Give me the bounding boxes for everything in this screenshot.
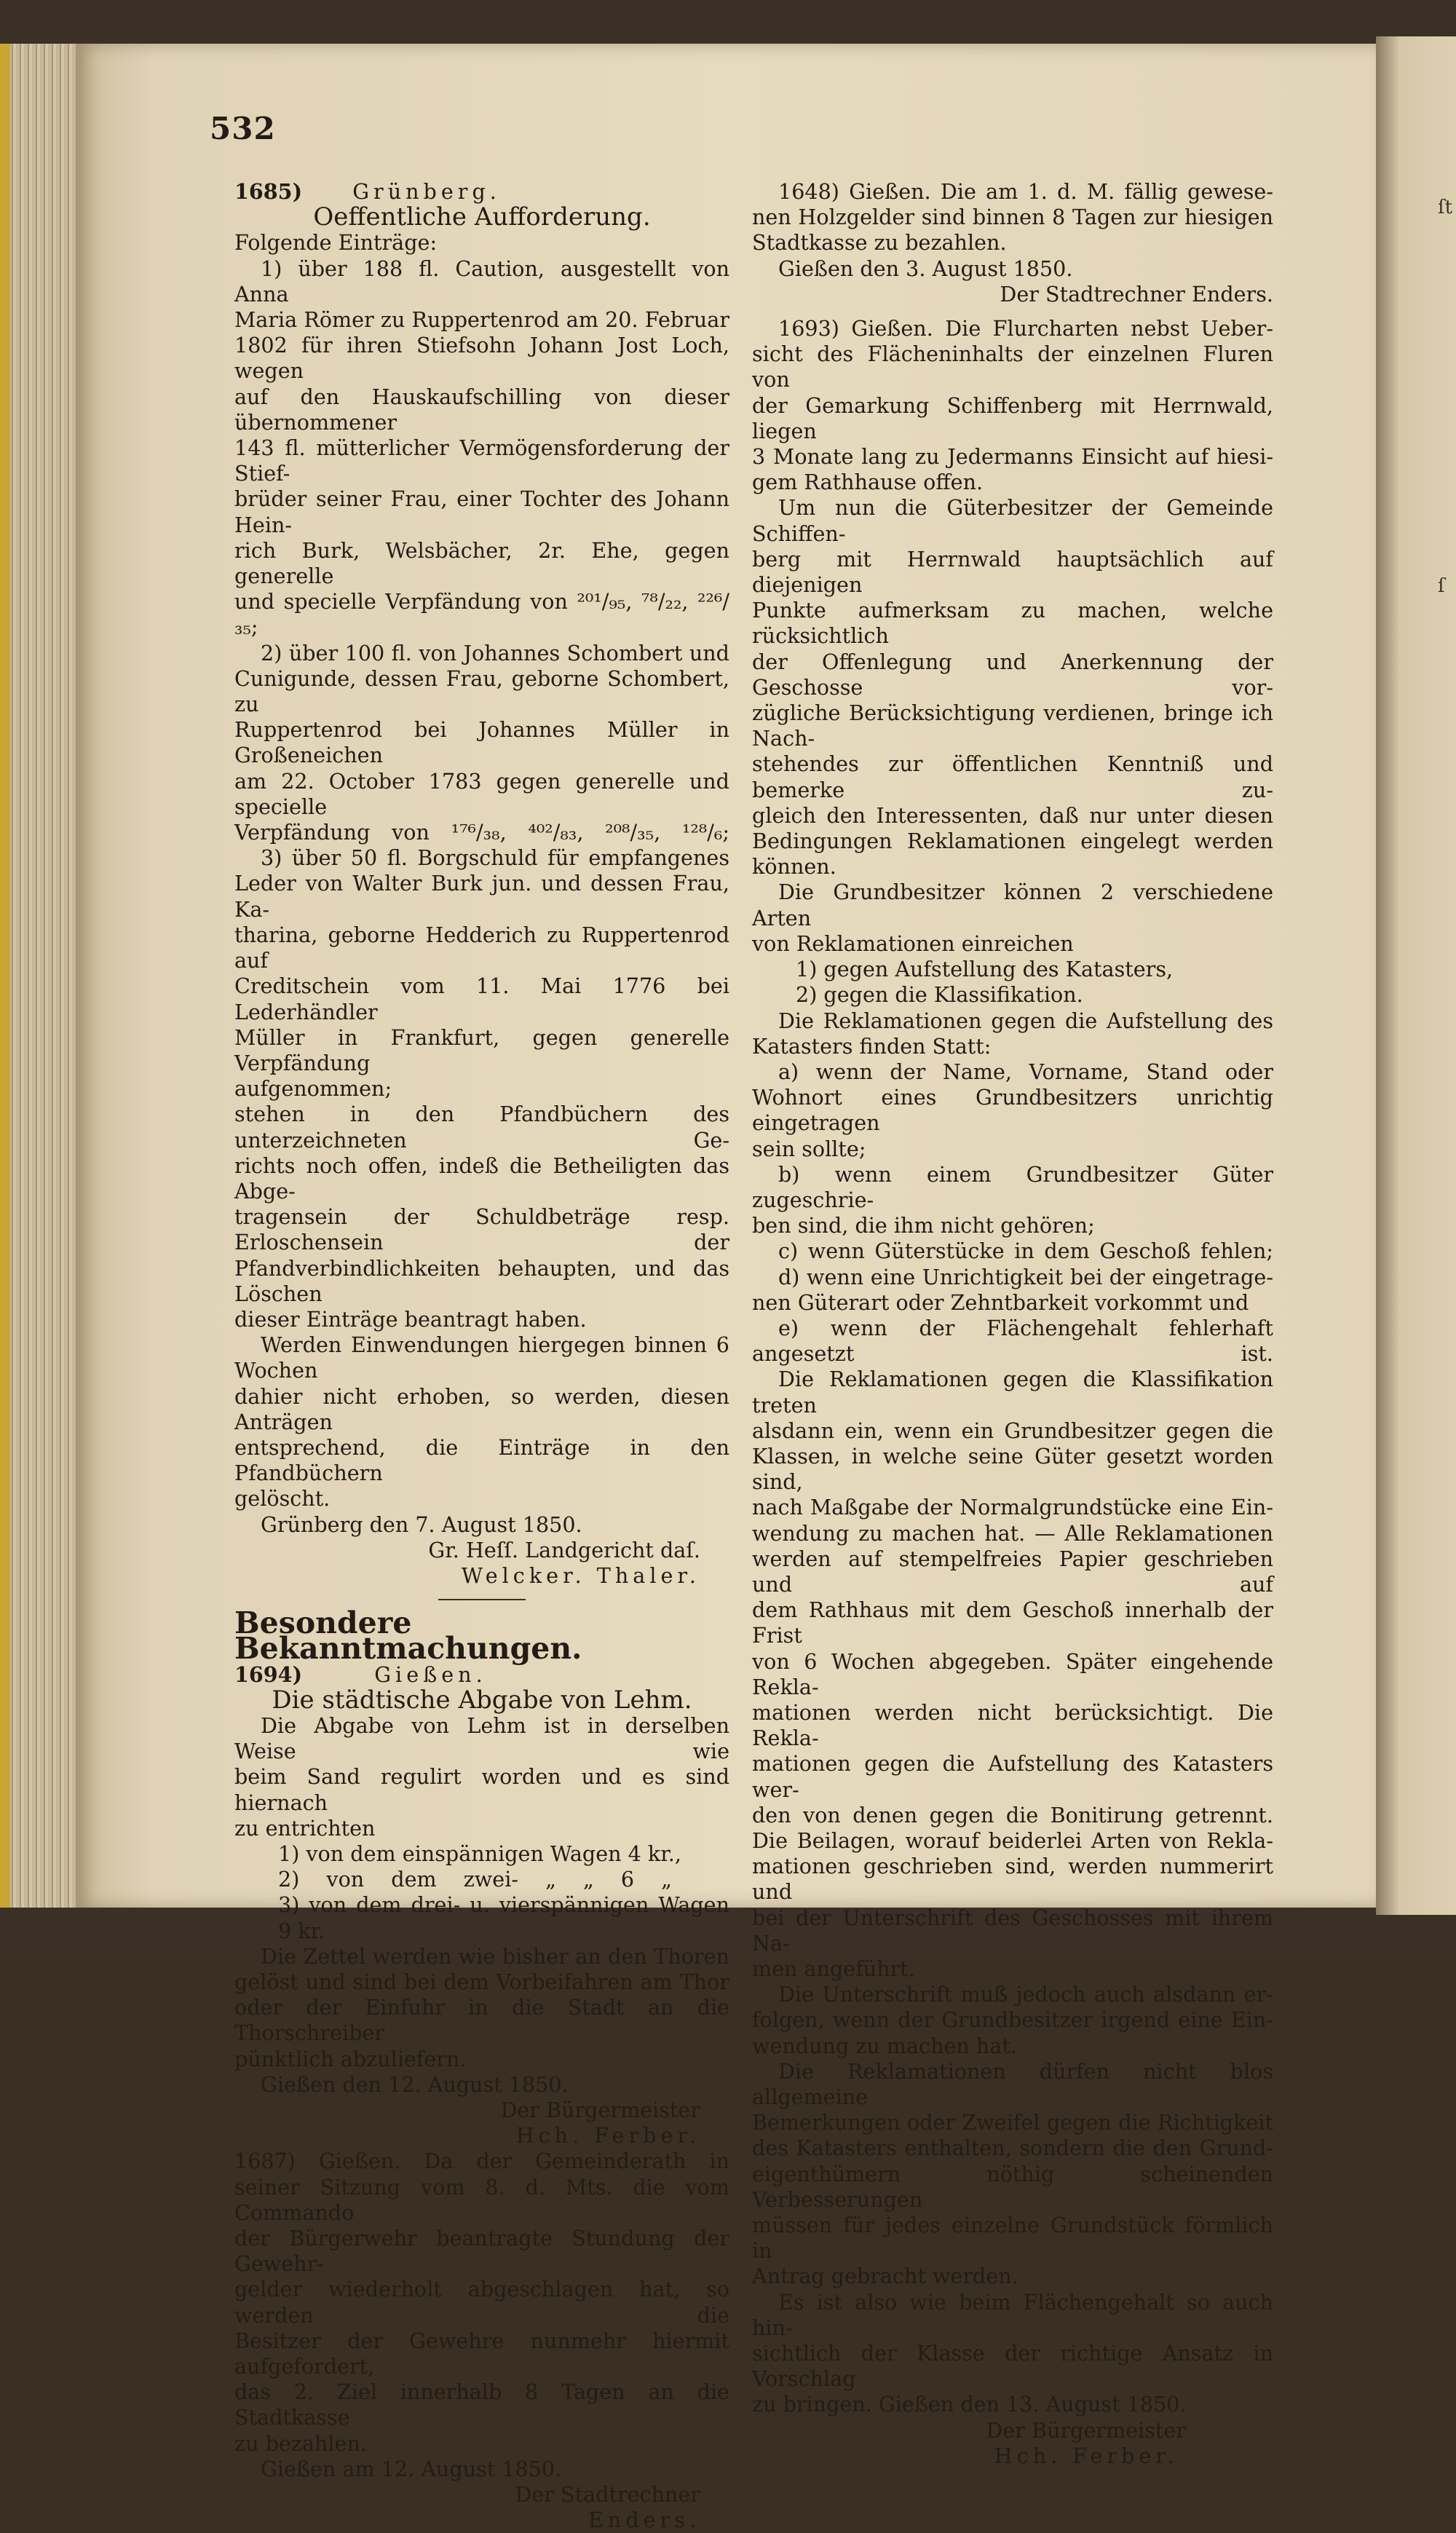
text-line: sichtlich der Klasse der richtige Ansatz in Vorschlag xyxy=(752,2341,1273,2392)
text-line: dieser Einträge beantragt haben. xyxy=(234,1306,587,1332)
text-line: mationen werden nicht berücksichtigt. Die Rekla- xyxy=(752,1699,1273,1751)
text-line: 3 Monate lang zu Jedermanns Einsicht auf hiesi- xyxy=(752,444,1273,470)
text-line: Die Abgabe von Lehm ist in derselben Weise wie xyxy=(234,1712,729,1764)
text-line: Die Unterschrift muß jedoch auch alsdann er- xyxy=(778,1982,1273,2007)
text-line: 1687) Gießen. Da der Gemeinderath in xyxy=(234,2149,729,2174)
text-line: Die Reklamationen gegen die Aufstellung des xyxy=(778,1008,1273,1033)
text-line: Besitzer der Gewehre nunmehr hiermit aufgefordert, xyxy=(234,2328,729,2379)
text-line: b) wenn einem Grundbesitzer Güter zugeschrie- xyxy=(752,1161,1273,1212)
text-line: Wohnort eines Grundbesitzers unrichtig eingetragen xyxy=(752,1085,1273,1136)
text-line: stehendes zur öffentlichen Kenntniß und bemerke zu- xyxy=(752,751,1273,802)
text-line: 1802 für ihren Stiefsohn Johann Jost Loch, wegen xyxy=(234,333,729,384)
text-line: gelder wiederholt abgeschlagen hat, so werden die xyxy=(234,2277,729,2328)
text-line: aufgenommen; xyxy=(234,1076,392,1102)
text-line: ben sind, die ihm nicht gehören; xyxy=(752,1213,1095,1238)
text-line: mationen geschrieben sind, werden nummerirt und xyxy=(752,1854,1273,1905)
text-line: Katasters finden Statt: xyxy=(752,1033,992,1059)
notice-1685 xyxy=(234,179,729,1589)
page-number: 532 xyxy=(210,111,276,146)
text-line: sicht des Flächeninhalts der einzelnen Fluren von xyxy=(752,341,1273,392)
adjacent-page-fragment: ſ xyxy=(1438,575,1445,597)
text-line: gelöscht. xyxy=(234,1486,331,1511)
text-line: das 2. Ziel innerhalb 8 Tagen an die Stadtkasse xyxy=(234,2379,729,2430)
signature-names: Hch. Ferber. xyxy=(994,2443,1179,2468)
text-line: der Gemarkung Schiffenberg mit Herrnwald, liegen xyxy=(752,392,1273,443)
text-line: Cunigunde, dessen Frau, geborne Schombert, zu xyxy=(234,665,729,717)
text-line: Die Beilagen, worauf beiderlei Arten von Rekla- xyxy=(752,1828,1273,1853)
notice-1687 xyxy=(234,2149,729,2533)
text-line: Die Reklamationen gegen die Klassifikation treten xyxy=(752,1367,1273,1418)
text-line: Die Zettel werden wie bisher an den Thoren xyxy=(261,1943,729,1969)
notice-place: Grünberg. xyxy=(352,179,501,204)
text-line: Leder von Walter Burk jun. und dessen Frau, Ka- xyxy=(234,871,729,922)
notice-date: Grünberg den 7. August 1850. xyxy=(261,1511,582,1537)
text-line: Klassen, in welche seine Güter gesetzt worden sind, xyxy=(752,1443,1273,1495)
text-line: Ruppertenrod bei Johannes Müller in Großeneichen xyxy=(234,717,729,768)
text-line: gleich den Interessenten, daß nur unter diesen xyxy=(752,802,1273,828)
text-line: richts noch offen, indeß die Betheiligten das Abge- xyxy=(234,1153,729,1204)
text-line: eigenthümern nöthig scheinenden Verbesserungen xyxy=(752,2161,1273,2212)
text-line: Um nun die Güterbesitzer der Gemeinde Schiffen- xyxy=(752,495,1273,546)
text-line: nen Güterart oder Zehntbarkeit vorkommt und xyxy=(752,1289,1249,1315)
text-line: sein sollte; xyxy=(752,1136,866,1161)
text-line: nach Maßgabe der Normalgrundstücke eine Ein- xyxy=(752,1495,1273,1520)
text-line: seiner Sitzung vom 8. d. Mts. die vom Commando xyxy=(234,2174,729,2225)
text-line: 1) über 188 fl. Caution, ausgestellt von Anna xyxy=(234,256,729,307)
text-line: berg mit Herrnwald hauptsächlich auf diejenigen xyxy=(752,546,1273,598)
notice-place: Gießen. xyxy=(374,1661,487,1687)
section-divider xyxy=(438,1599,526,1600)
text-line: oder der Einfuhr in die Stadt an die Thorschreiber xyxy=(234,1995,729,2046)
text-line: tharina, geborne Hedderich zu Ruppertenrod auf xyxy=(234,922,729,973)
signature-names: Enders. xyxy=(588,2508,700,2533)
text-line: zu entrichten xyxy=(234,1815,376,1841)
text-line: auf den Hauskaufschilling von dieser übernommener xyxy=(234,384,729,435)
notice-date: Gießen den 12. August 1850. xyxy=(261,2071,569,2097)
adjacent-page-sliver xyxy=(1376,36,1456,1915)
notice-date: Gießen am 12. August 1850. xyxy=(261,2456,562,2481)
text-line: pünktlich abzuliefern. xyxy=(234,2046,467,2071)
text-line: Es ist also wie beim Flächengehalt so auch hin- xyxy=(752,2289,1273,2340)
adjacent-page-fragment: ſt xyxy=(1438,197,1453,218)
text-line: c) wenn Güterstücke in dem Geschoß fehlen; xyxy=(778,1238,1273,1264)
text-line: zügliche Berücksichtigung verdienen, bringe ich Nach- xyxy=(752,700,1273,751)
notice-1693 xyxy=(752,316,1273,2469)
signature-names: Hch. Ferber. xyxy=(515,2123,700,2149)
notice-number: 1685) xyxy=(234,179,303,204)
right-column xyxy=(752,179,1273,2469)
text-line: dem Rathhaus mit dem Geschoß innerhalb der Frist xyxy=(752,1597,1273,1648)
text-line: brüder seiner Frau, einer Tochter des Johann Hein- xyxy=(234,486,729,537)
text-line: 1648) Gießen. Die am 1. d. M. fällig gewese- xyxy=(778,179,1273,204)
book-edge-stain xyxy=(0,44,10,1908)
text-line: 2) über 100 fl. von Johannes Schombert und xyxy=(261,640,729,665)
notice-1694 xyxy=(234,1662,729,2149)
text-line: folgen, wenn der Grundbesitzer irgend eine Ein- xyxy=(752,2007,1273,2033)
text-line: 143 fl. mütterlicher Vermögensforderung der Stief- xyxy=(234,435,729,486)
text-line: rich Burk, Welsbächer, 2r. Ehe, gegen generelle xyxy=(234,537,729,589)
text-line: d) wenn eine Unrichtigkeit bei der eingetrage- xyxy=(778,1264,1273,1289)
section-heading: Besondere Bekanntmachungen. xyxy=(234,1605,582,1667)
text-line: der Bürgerwehr beantragte Stundung der Gewehr- xyxy=(234,2226,729,2277)
text-line: zu bringen. Gießen den 13. August 1850. xyxy=(752,2392,1187,2417)
text-line: wendung zu machen hat. xyxy=(752,2033,1017,2058)
text-line: gem Rathhause offen. xyxy=(752,470,984,495)
notice-heading: Oeffentliche Aufforderung. xyxy=(313,202,651,232)
text-line: 2) von dem zwei- „ „ 6 „ xyxy=(278,1867,672,1892)
text-line: der Offenlegung und Anerkennung der Geschosse vor- xyxy=(752,649,1273,700)
text-line: am 22. October 1783 gegen generelle und specielle xyxy=(234,768,729,819)
text-line: 3) über 50 fl. Borgschuld für empfangenes xyxy=(261,845,729,871)
text-line: 3) von dem drei- u. vierspännigen Wagen 9 kr. xyxy=(278,1892,729,1943)
text-line: Punkte aufmerksam zu machen, welche rücksichtlich xyxy=(752,598,1273,649)
text-line: Creditschein vom 11. Mai 1776 bei Lederhändler xyxy=(234,973,729,1024)
text-line: Werden Einwendungen hiergegen binnen 6 Wochen xyxy=(234,1332,729,1383)
text-line: Antrag gebracht werden. xyxy=(752,2264,1018,2289)
text-line: mationen gegen die Aufstellung des Katasters wer- xyxy=(752,1751,1273,1802)
text-line: nen Holzgelder sind binnen 8 Tagen zur hiesigen xyxy=(752,205,1273,230)
text-line: Stadtkasse zu bezahlen. xyxy=(752,230,1007,256)
text-line: stehen in den Pfandbüchern des unterzeichneten Ge- xyxy=(234,1102,729,1153)
text-line: Maria Römer zu Ruppertenrod am 20. Februar xyxy=(234,307,729,333)
text-line: 2) gegen die Klassifikation. xyxy=(796,982,1083,1008)
text-line: müssen für jedes einzelne Grundstück förmlich in xyxy=(752,2213,1273,2264)
text-line: Müller in Frankfurt, gegen generelle Verpfändung xyxy=(234,1024,729,1075)
text-line: und specielle Verpfändung von ²⁰¹/₉₅, ⁷⁸/₂₂, ²²⁶/₃₅; xyxy=(234,589,729,640)
book-page-edges xyxy=(0,44,82,1908)
text-line: 1693) Gießen. Die Flurcharten nebst Ueber- xyxy=(778,316,1273,341)
text-line: tragensein der Schuldbeträge resp. Erloschensein der xyxy=(234,1204,729,1255)
text-line: men angeführt. xyxy=(752,1956,915,1982)
text-line: alsdann ein, wenn ein Grundbesitzer gegen die xyxy=(752,1418,1273,1443)
text-line: zu bezahlen. xyxy=(234,2430,367,2456)
signature-line: Der Bürgermeister xyxy=(500,2098,700,2123)
text-line: e) wenn der Flächengehalt fehlerhaft angesetzt ist. xyxy=(752,1315,1273,1367)
text-line: Bemerkungen oder Zweifel gegen die Richtigkeit xyxy=(752,2110,1273,2135)
text-line: wendung zu machen hat. — Alle Reklamationen xyxy=(752,1520,1273,1546)
notice-date: Gießen den 3. August 1850. xyxy=(778,256,1073,281)
signature-names: Welcker. Thaler. xyxy=(461,1562,700,1588)
notice-heading: Die städtische Abgabe von Lehm. xyxy=(272,1685,692,1715)
text-line: 1) von dem einspännigen Wagen 4 kr., xyxy=(278,1841,681,1866)
text-line: beim Sand regulirt worden und es sind hiernach xyxy=(234,1764,729,1815)
text-line: Die Reklamationen dürfen nicht blos allgemeine xyxy=(752,2058,1273,2110)
signature-line: Der Stadtrechner Enders. xyxy=(1000,281,1273,307)
text-line: Pfandverbindlichkeiten behaupten, und das Löschen xyxy=(234,1255,729,1306)
text-line: von 6 Wochen abgegeben. Später eingehende Rekla- xyxy=(752,1648,1273,1699)
text-line: entsprechend, die Einträge in den Pfandbüchern xyxy=(234,1434,729,1486)
signature-line: Der Stadtrechner xyxy=(515,2482,700,2508)
notice-intro: Folgende Einträge: xyxy=(234,230,438,256)
text-line: Die Grundbesitzer können 2 verschiedene Arten xyxy=(752,880,1273,930)
text-line: Verpfändung von ¹⁷⁶/₃₈, ⁴⁰²/₈₃, ²⁰⁸/₃₅, ¹²⁸/₆; xyxy=(234,820,729,845)
text-line: des Katasters enthalten, sondern die den Grund- xyxy=(752,2135,1273,2161)
signature-line: Der Bürgermeister xyxy=(986,2417,1186,2443)
notice-number: 1694) xyxy=(234,1661,303,1687)
text-line: bei der Unterschrift des Geschosses mit ihrem Na- xyxy=(752,1905,1273,1956)
text-line: a) wenn der Name, Vorname, Stand oder xyxy=(778,1059,1273,1084)
text-line: werden auf stempelfreies Papier geschrieben und auf xyxy=(752,1546,1273,1597)
text-line: von Reklamationen einreichen xyxy=(752,930,1074,956)
notice-1648 xyxy=(752,179,1273,307)
signature-line: Gr. Heſſ. Landgericht daſ. xyxy=(428,1537,700,1562)
text-line: dahier nicht erhoben, so werden, diesen Anträgen xyxy=(234,1383,729,1434)
left-column xyxy=(234,179,729,2533)
text-line: gelöst und sind bei dem Vorbeifahren am Thor xyxy=(234,1969,729,1995)
text-line: 1) gegen Aufstellung des Katasters, xyxy=(796,957,1174,982)
text-line: Bedingungen Reklamationen eingelegt werden können. xyxy=(752,829,1273,880)
text-line: den von denen gegen die Bonitirung getrennt. xyxy=(752,1802,1273,1827)
